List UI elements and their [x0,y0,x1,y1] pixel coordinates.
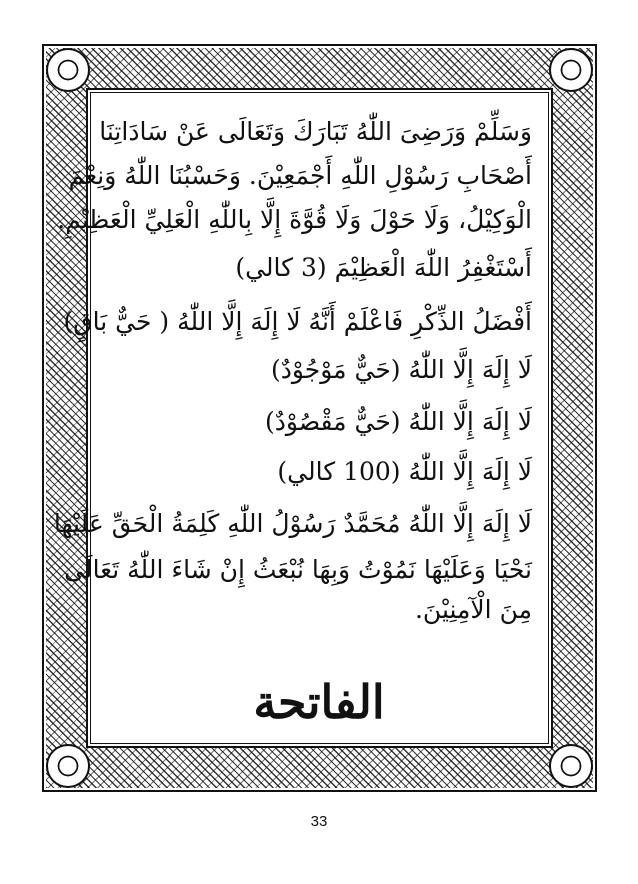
text-line-1: وَسَلِّمْ وَرَضِىَ اللّٰهُ تَبَارَكَ وَتَعَالَى عَنْ سَادَاتِنَا [99,117,532,146]
text-line-6: لَا إِلَهَ إِلَّا اللّٰهُ (حَيٌّ مَوْجُوْدٌ) [270,355,532,384]
text-line-5: أَفْضَلُ الذِّكْرِ فَاعْلَمْ أَنَّهُ لَا إِلَهَ إِلَّا اللّٰهُ ( حَيٌّ بَاقٍ) [63,307,532,336]
text-line-2: أَصْحَابِ رَسُوْلِ اللّٰهِ أَجْمَعِيْنَ. وَحَسْبُنَا اللّٰهُ وَنِعْمَ [68,161,532,190]
corner-ornament-top-left [46,48,90,92]
text-line-11: مِنَ الْآمِنِيْنَ. [414,595,532,624]
text-line-10: نَحْيَا وَعَلَيْهَا نَمُوْتُ وَبِهَا نُبْعَثُ إِنْ شَاءَ اللّٰهُ تَعَالَى [64,555,532,584]
corner-ornament-bottom-right [549,744,593,788]
text-line-7: لَا إِلَهَ إِلَّا اللّٰهُ (حَيٌّ مَقْصُوْدٌ) [265,407,532,436]
text-line-4: أَسْتَغْفِرُ اللّٰهَ الْعَظِيْمَ (3 كالي) [235,253,532,282]
text-line-3: الْوَكِيْلُ، وَلَا حَوْلَ وَلَا قُوَّةَ إِلَّا بِاللّٰهِ الْعَلِيِّ الْعَظِيْمِ. [57,205,532,234]
text-line-8: لَا إِلَهَ إِلَّا اللّٰهُ (100 كالي) [277,457,532,486]
corner-ornament-bottom-left [46,744,90,788]
page-number: 33 [310,813,328,830]
text-line-9: لَا إِلَهَ إِلَّا اللّٰهُ مُحَمَّدٌ رَسُوْلُ اللّٰهِ كَلِمَةُ الْحَقِّ عَلَيْهَا [53,509,532,538]
section-title: الفاتحة [253,675,385,729]
corner-ornament-top-right [549,48,593,92]
